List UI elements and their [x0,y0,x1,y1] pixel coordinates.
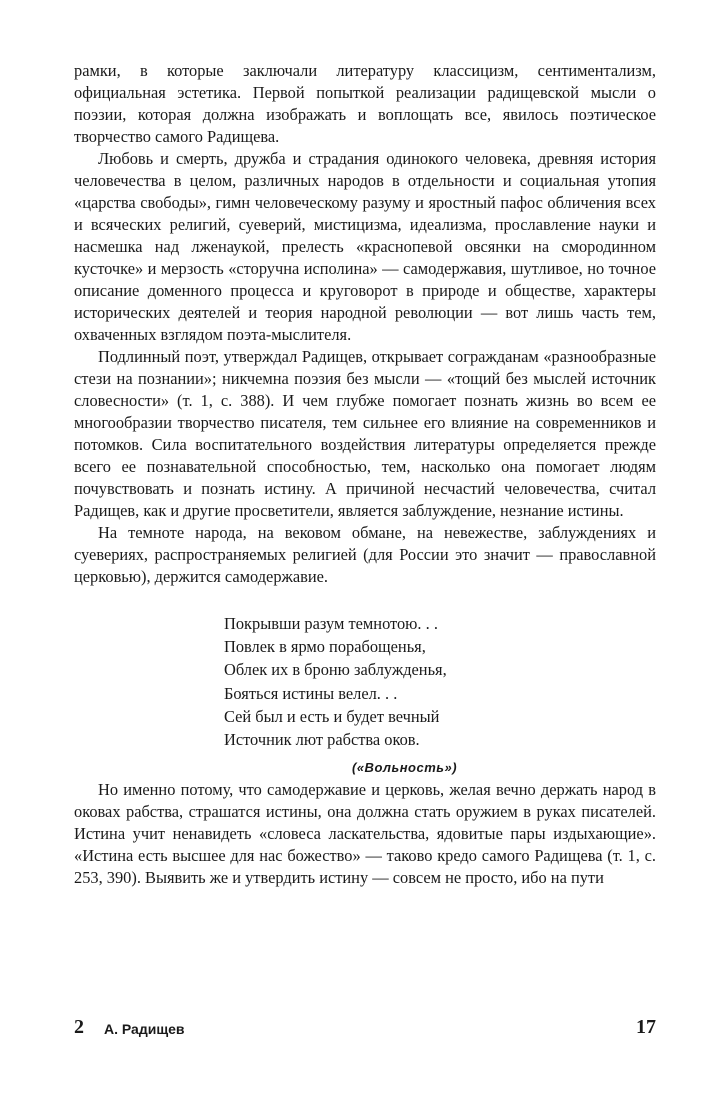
poem-source: («Вольность») [352,760,458,776]
poem-line: Облек их в броню заблужденья, [224,660,447,680]
paragraph-4: На темноте народа, на вековом обмане, на невежестве, заблуждениях и суевериях, распространяемых религией (для России это значит — православной церковью), держится самодержавие. [74,523,656,586]
page-footer [74,1016,656,1042]
poem-line: Повлек в ярмо порабощенья, [224,637,426,657]
signature-number: 2 [74,1016,84,1038]
paragraph-3: Подлинный поэт, утверждал Радищев, открывает согражданам «разнообразные стези на познании»; никчемна поэзия без мысли — «тощий без мыслей источник словесности» (т. 1, с. 388). И чем глубже помогает познать жизнь во всем ее многообразии творчество писателя, тем сильнее его влияние на современников и потомков. Сила воспитательного воздействия литературы определяется прежде всего ее познавательной способностью, тем, насколько она помогает людям почувствовать и познать истину. А причиной несчастий человечества, считал Радищев, как и другие просветители, является заблуждение, незнание истины. [74,347,656,520]
poem-line: Сей был и есть и будет вечный [224,706,440,726]
paragraph-2: Любовь и смерть, дружба и страдания одинокого человека, древняя история человечества в целом, различных народов в отдельности и социальная утопия «царства свободы», гимн человеческому разуму и яростный пафос обличения всех и всяческих религий, суеверий, мистицизма, идеализма, прославление науки и насмешка над лженаукой, прелесть «краснопевой овсянки на смородинном кусточке» и мерзость «сторучна исполина» — самодержавия, шутливое, но точное описание доменного процесса и круговорот в природе и обществе, характеры исторических деятелей и теория народной революции — вот лишь часть тем, охваченных взглядом поэта-мыслителя. [74,149,656,344]
signature-author: А. Радищев [104,1021,185,1037]
paragraph-5: Но именно потому, что самодержавие и церковь, желая вечно держать народ в оковах рабства, страшатся истины, она должна стать оружием в руках писателей. Истина учит ненавидеть «словеса ласкательства, ядовитые пары издыхающие». «Истина есть высшее для нас божество» — таково кредо самого Радищева (т. 1, с. 253, 390). Выявить же и утвердить истину — совсем не просто, ибо на пути [74,780,656,888]
page-number: 17 [636,1016,656,1038]
poem-line: Бояться истины велел. . . [224,683,398,703]
poem-quote [224,612,656,751]
paragraph-1: рамки, в которые заключали литературу классицизм, сентиментализм, официальная эстетика. Первой попыткой реализации радищевской мысли о поэзии, которая должна изображать и воплощать все, явилось поэтическое творчество самого Радищева. [74,61,656,146]
poem-line: Покрывши разум темнотою. . . [224,614,438,633]
poem-line: Источник лют рабства оков. [224,730,420,750]
body-text [74,60,656,889]
